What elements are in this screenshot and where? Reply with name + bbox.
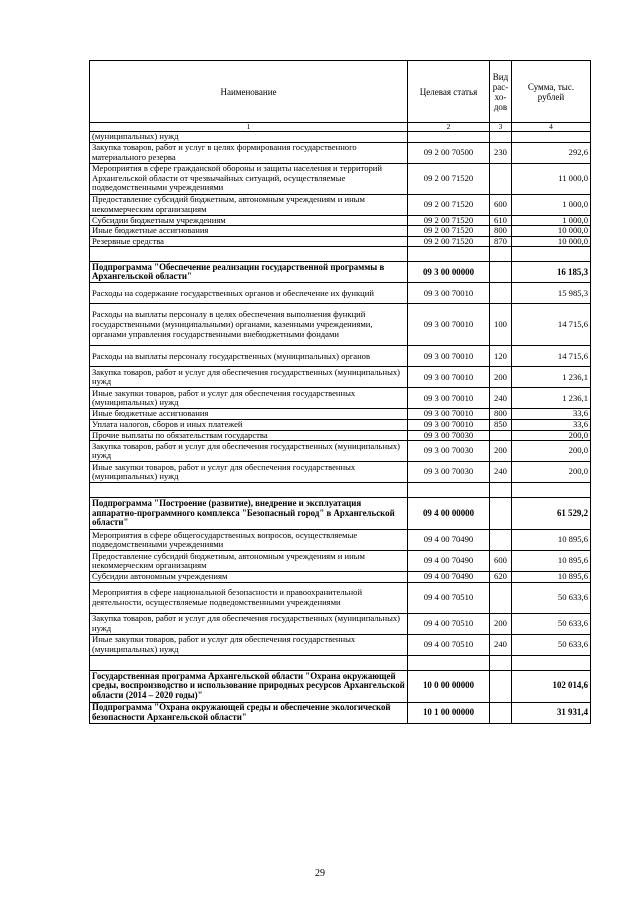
table-row [90, 142, 591, 163]
empty-cell [490, 655, 512, 670]
table-row [90, 670, 591, 702]
empty-cell [490, 483, 512, 498]
budget-table [89, 60, 591, 724]
row-target-code-cell: 09 4 00 00000 [408, 498, 490, 530]
empty-cell [512, 483, 591, 498]
row-target-code-cell: 09 3 00 70030 [408, 430, 490, 441]
row-sum-cell: 200,0 [512, 441, 591, 462]
row-sum-cell: 50 633,6 [512, 613, 591, 634]
empty-cell [90, 483, 408, 498]
table-row [90, 551, 591, 572]
row-sum-cell: 11 000,0 [512, 163, 591, 194]
row-name-cell: Субсидии автономным учреждениям [90, 572, 408, 583]
row-target-code-cell: 10 0 00 00000 [408, 670, 490, 702]
table-row [90, 498, 591, 530]
row-sum-cell: 33,6 [512, 419, 591, 430]
empty-cell [408, 655, 490, 670]
row-expense-kind-cell [490, 163, 512, 194]
header-target-code: Целевая статья [408, 61, 490, 123]
row-expense-kind-cell: 240 [490, 462, 512, 483]
table-row [90, 262, 591, 283]
row-sum-cell: 33,6 [512, 409, 591, 420]
table-row [90, 409, 591, 420]
table-row [90, 215, 591, 226]
row-name-cell: Иные бюджетные ассигнования [90, 226, 408, 237]
row-name-cell: Закупка товаров, работ и услуг для обеспечения государственных (муниципальных) нужд [90, 441, 408, 462]
row-target-code-cell: 09 3 00 70010 [408, 409, 490, 420]
table-row [90, 132, 591, 143]
row-sum-cell: 10 895,6 [512, 530, 591, 551]
row-expense-kind-cell: 230 [490, 142, 512, 163]
table-row [90, 441, 591, 462]
row-expense-kind-cell: 800 [490, 226, 512, 237]
row-expense-kind-cell [490, 283, 512, 304]
table-row [90, 304, 591, 346]
row-expense-kind-cell [490, 262, 512, 283]
row-expense-kind-cell: 610 [490, 215, 512, 226]
row-sum-cell: 1 236,1 [512, 367, 591, 388]
row-name-cell: Мероприятия в сфере общегосударственных вопросов, осуществляемые подведомственными учреждениями [90, 530, 408, 551]
row-target-code-cell: 09 3 00 70010 [408, 388, 490, 409]
row-target-code-cell: 09 3 00 70030 [408, 462, 490, 483]
row-name-cell: Резервные средства [90, 236, 408, 247]
spacer-row [90, 483, 591, 498]
row-expense-kind-cell: 620 [490, 572, 512, 583]
row-sum-cell: 10 000,0 [512, 226, 591, 237]
header-name: Наименование [90, 61, 408, 123]
row-name-cell: Расходы на выплаты персоналу в целях обеспечения выполнения функций государственными (муниципальными) органами, казенными учреждениями, органами управления государственными внебюджетными фондами [90, 304, 408, 346]
row-expense-kind-cell: 240 [490, 634, 512, 655]
column-number-row [90, 123, 591, 132]
row-target-code-cell: 09 2 00 70500 [408, 142, 490, 163]
table-row [90, 283, 591, 304]
empty-cell [90, 655, 408, 670]
table-row [90, 634, 591, 655]
row-expense-kind-cell: 200 [490, 613, 512, 634]
table-row [90, 702, 591, 723]
row-name-cell: Предоставление субсидий бюджетным, автономным учреждениям и иным некоммерческим организациям [90, 194, 408, 215]
row-expense-kind-cell [490, 582, 512, 613]
row-name-cell: Иные закупки товаров, работ и услуг для обеспечения государственных (муниципальных) нужд [90, 634, 408, 655]
row-target-code-cell: 09 4 00 70510 [408, 634, 490, 655]
table-row [90, 226, 591, 237]
row-name-cell: Предоставление субсидий бюджетным, автономным учреждениям и иным некоммерческим организациям [90, 551, 408, 572]
row-name-cell: Мероприятия в сфере национальной безопасности и правоохранительной деятельности, осуществляемые подведомственными учреждениями [90, 582, 408, 613]
row-expense-kind-cell [490, 530, 512, 551]
table-row [90, 530, 591, 551]
table-row [90, 236, 591, 247]
row-sum-cell: 50 633,6 [512, 582, 591, 613]
row-target-code-cell: 09 3 00 70010 [408, 346, 490, 367]
row-name-cell: Прочие выплаты по обязательствам государства [90, 430, 408, 441]
table-row [90, 194, 591, 215]
row-expense-kind-cell [490, 430, 512, 441]
row-sum-cell: 31 931,4 [512, 702, 591, 723]
row-sum-cell: 10 895,6 [512, 551, 591, 572]
row-expense-kind-cell: 800 [490, 409, 512, 420]
column-number-1: 1 [90, 123, 408, 132]
table-row [90, 582, 591, 613]
row-target-code-cell: 09 3 00 70010 [408, 367, 490, 388]
table-row [90, 419, 591, 430]
row-target-code-cell: 09 2 00 71520 [408, 194, 490, 215]
empty-cell [490, 247, 512, 262]
row-sum-cell: 50 633,6 [512, 634, 591, 655]
row-name-cell: (муниципальных) нужд [90, 132, 408, 143]
row-sum-cell [512, 132, 591, 143]
row-sum-cell: 292,6 [512, 142, 591, 163]
row-target-code-cell: 09 3 00 70010 [408, 304, 490, 346]
row-target-code-cell: 09 3 00 70010 [408, 283, 490, 304]
spacer-row [90, 655, 591, 670]
row-target-code-cell: 09 4 00 70510 [408, 582, 490, 613]
row-name-cell: Закупка товаров, работ и услуг в целях формирования государственного материального резерва [90, 142, 408, 163]
table-header-row [90, 61, 591, 123]
row-expense-kind-cell: 200 [490, 441, 512, 462]
row-expense-kind-cell [490, 670, 512, 702]
empty-cell [512, 247, 591, 262]
page-number: 29 [315, 868, 325, 879]
spacer-row [90, 247, 591, 262]
row-sum-cell: 10 000,0 [512, 236, 591, 247]
table-row [90, 388, 591, 409]
row-target-code-cell: 10 1 00 00000 [408, 702, 490, 723]
row-name-cell: Уплата налогов, сборов и иных платежей [90, 419, 408, 430]
row-target-code-cell: 09 2 00 71520 [408, 226, 490, 237]
row-name-cell: Мероприятия в сфере гражданской обороны и защиты населения и территорий Архангельской области от чрезвычайных ситуаций, осуществляемые подведомственными учреждениями [90, 163, 408, 194]
empty-cell [408, 247, 490, 262]
table-row [90, 346, 591, 367]
row-sum-cell: 14 715,6 [512, 346, 591, 367]
row-sum-cell: 1 000,0 [512, 215, 591, 226]
row-target-code-cell: 09 3 00 00000 [408, 262, 490, 283]
row-name-cell: Подпрограмма "Охрана окружающей среды и обеспечение экологической безопасности Архангельской области" [90, 702, 408, 723]
row-name-cell: Расходы на содержание государственных органов и обеспечение их функций [90, 283, 408, 304]
row-sum-cell: 200,0 [512, 462, 591, 483]
row-expense-kind-cell [490, 702, 512, 723]
row-target-code-cell: 09 4 00 70510 [408, 613, 490, 634]
row-name-cell: Подпрограмма "Построение (развитие), внедрение и эксплуатация аппаратно-программного комплекса "Безопасный город" в Архангельской области" [90, 498, 408, 530]
row-sum-cell: 61 529,2 [512, 498, 591, 530]
row-sum-cell: 15 985,3 [512, 283, 591, 304]
table-row [90, 613, 591, 634]
row-expense-kind-cell: 120 [490, 346, 512, 367]
empty-cell [90, 247, 408, 262]
table-body [90, 61, 591, 724]
row-expense-kind-cell: 100 [490, 304, 512, 346]
row-name-cell: Закупка товаров, работ и услуг для обеспечения государственных (муниципальных) нужд [90, 367, 408, 388]
row-expense-kind-cell: 870 [490, 236, 512, 247]
row-expense-kind-cell: 240 [490, 388, 512, 409]
row-sum-cell: 1 000,0 [512, 194, 591, 215]
row-expense-kind-cell: 200 [490, 367, 512, 388]
row-name-cell: Расходы на выплаты персоналу государственных (муниципальных) органов [90, 346, 408, 367]
row-name-cell: Иные бюджетные ассигнования [90, 409, 408, 420]
column-number-3: 3 [490, 123, 512, 132]
empty-cell [512, 655, 591, 670]
header-sum: Сумма, тыс. рублей [512, 61, 591, 123]
row-name-cell: Субсидии бюджетным учреждениям [90, 215, 408, 226]
row-target-code-cell: 09 3 00 70010 [408, 419, 490, 430]
row-target-code-cell: 09 2 00 71520 [408, 215, 490, 226]
row-name-cell: Государственная программа Архангельской области "Охрана окружающей среды, воспроизводство и использование природных ресурсов Архангельской области (2014 – 2020 годы)" [90, 670, 408, 702]
row-sum-cell: 200,0 [512, 430, 591, 441]
row-target-code-cell: 09 2 00 71520 [408, 163, 490, 194]
row-name-cell: Подпрограмма "Обеспечение реализации государственной программы в Архангельской области" [90, 262, 408, 283]
table-row [90, 572, 591, 583]
row-name-cell: Закупка товаров, работ и услуг для обеспечения государственных (муниципальных) нужд [90, 613, 408, 634]
row-expense-kind-cell: 600 [490, 551, 512, 572]
column-number-4: 4 [512, 123, 591, 132]
row-sum-cell: 10 895,6 [512, 572, 591, 583]
row-sum-cell: 14 715,6 [512, 304, 591, 346]
table-row [90, 462, 591, 483]
row-target-code-cell: 09 2 00 71520 [408, 236, 490, 247]
row-target-code-cell: 09 4 00 70490 [408, 551, 490, 572]
header-expense-kind: Вид рас-хо-дов [490, 61, 512, 123]
row-expense-kind-cell [490, 132, 512, 143]
row-target-code-cell [408, 132, 490, 143]
row-sum-cell: 16 185,3 [512, 262, 591, 283]
row-expense-kind-cell: 600 [490, 194, 512, 215]
table-row [90, 430, 591, 441]
row-sum-cell: 102 014,6 [512, 670, 591, 702]
row-target-code-cell: 09 4 00 70490 [408, 530, 490, 551]
row-sum-cell: 1 236,1 [512, 388, 591, 409]
row-expense-kind-cell [490, 498, 512, 530]
row-name-cell: Иные закупки товаров, работ и услуг для обеспечения государственных (муниципальных) нужд [90, 388, 408, 409]
row-target-code-cell: 09 3 00 70030 [408, 441, 490, 462]
row-expense-kind-cell: 850 [490, 419, 512, 430]
row-name-cell: Иные закупки товаров, работ и услуг для обеспечения государственных (муниципальных) нужд [90, 462, 408, 483]
empty-cell [408, 483, 490, 498]
table-row [90, 367, 591, 388]
column-number-2: 2 [408, 123, 490, 132]
row-target-code-cell: 09 4 00 70490 [408, 572, 490, 583]
table-row [90, 163, 591, 194]
